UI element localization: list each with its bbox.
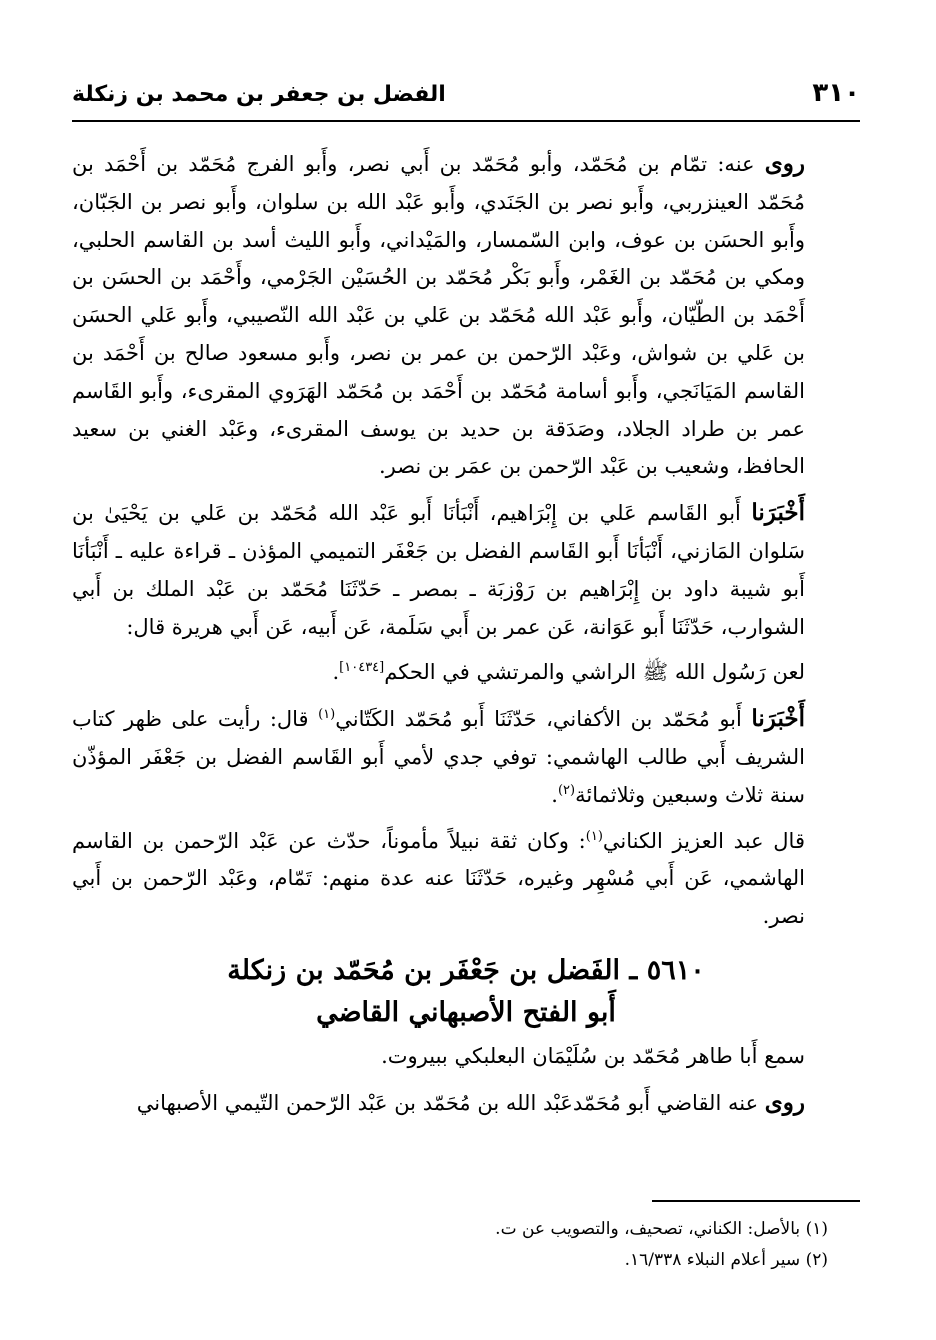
entry-heading: ٥٦١٠ ـ الفَضل بن جَعْفَر بن مُحَمّد بن زنكلة [227, 954, 705, 986]
paragraph-text: قال عبد العزيز الكناني [602, 828, 805, 853]
footnote-text: بالأصل: الكناني، تصحيف، والتصويب عن ت. [495, 1219, 801, 1239]
footnote-marker: (١) [318, 707, 336, 723]
paragraph-kinani [72, 823, 860, 936]
hadith-text: لعن رَسُول الله ﷺ الراشي والمرتشي في الحكم [384, 660, 805, 685]
footnote-number: (١) [805, 1219, 828, 1239]
entry-subheading: أَبو الفتح الأصبهاني القاضي [316, 996, 616, 1028]
paragraph-text: عنه القاضي أَبو مُحَمّدعَبْد الله بن مُحَمّد بن عَبْد الرّحمن التّيمي الأصبهاني [136, 1090, 765, 1115]
paragraph-text: قال: رأيت على ظهر كتاب الشريف أَبي طالب الهاشمي: توفي جدي لأمي أَبو القَاسم الفضل بن جَعْفَر المؤذّن سنة ثلاث وسبعين وثلاثمائة [72, 707, 805, 807]
footnote-number: (٢) [805, 1250, 828, 1270]
footnote-item [72, 1245, 860, 1276]
paragraph-hadith-text [72, 654, 860, 692]
footnotes [72, 1214, 860, 1276]
page-number: ٣١٠ [812, 78, 860, 108]
keyword-akhbarana: أَخْبَرَنا [751, 499, 805, 527]
paragraph-heard: سمع أَبا طاهر مُحَمّد بن سُلَيْمَان البعلبكي ببيروت. [381, 1043, 805, 1068]
main-text [72, 145, 860, 1131]
keyword-rawa: روى [764, 1088, 805, 1116]
paragraph-end: . [551, 782, 558, 807]
footnote-marker: (١) [585, 828, 603, 844]
paragraph-text: : وكان ثقة نبيلاً مأموناً، حدّث عن عَبْد الرّحمن بن القاسم الهاشمي، عَن أَبي مُسْهِر وغيره، حَدّثَنَا عنه عدة منهم: تَمّام، وعَبْد الرّحمن بن أَبي نصر. [72, 828, 805, 929]
paragraph-text: أَبو القَاسم عَلي بن إِبْرَاهيم، أَنْبَأنَا أَبو عَبْد الله مُحَمّد بن عَلي بن يَحْيَىٰ بن سَلوان المَازني، أَنْبَأنَا أَبو القَاسم الفضل بن جَعْفَر التميمي المؤذن ـ قراءة عليه ـ أَنْبَأنَا أَبو شيبة داود بن إِبْرَاهيم بن رَوْزبَة ـ بمصر ـ حَدّثَنَا مُحَمّد بن عَبْد الملك بن أَبي الشوارب، حَدّثَنَا أَبو عَوَانة، عَن عمر بن أَبي سَلَمة، عَن أَبيه، عَن أَبي هريرة قال: [72, 501, 805, 639]
hadith-end: . [332, 660, 340, 685]
header-divider [72, 120, 860, 122]
footnote-text: سير أعلام النبلاء ١٦/٣٣٨. [624, 1250, 801, 1270]
footnote-divider [652, 1200, 860, 1202]
page-header [72, 78, 860, 114]
paragraph-hadith-chain [72, 494, 860, 646]
hadith-reference-number: [١٠٤٣٤] [339, 660, 385, 676]
keyword-rawa: روى [764, 150, 805, 177]
paragraph-text: أَبو مُحَمّد بن الأكفاني، حَدّثَنَا أَبو مُحَمّد الكَتّاني [335, 707, 752, 732]
paragraph-narrated [72, 1084, 860, 1123]
footnote-item [72, 1214, 860, 1245]
paragraph-narrators [72, 145, 860, 486]
footnote-marker: (٢) [557, 782, 576, 798]
running-title: الفضل بن جعفر بن محمد بن زنكلة [72, 82, 446, 107]
paragraph-death-report [72, 700, 860, 814]
keyword-akhbarana: أَخْبَرَنا [751, 705, 805, 733]
paragraph-text: عنه: تمّام بن مُحَمّد، وأبو مُحَمّد بن أَبي نصر، وأَبو الفرج مُحَمّد بن أَحْمَد بن مُحَمّد العينزربي، وأَبو نصر بن الجَنَدي، وأَبو عَبْد الله بن سلوان، وأَبو نصر بن الجَبّان، وأَبو الحسَن بن عوف، وابن السّمسار، والمَيْداني، وأَبو الليث أسد بن القاسم الحلبي، ومكي بن مُحَمّد بن الغَمْر، وأَبو بَكْر مُحَمّد بن الحُسَيْن الجَرْمي، وأَحْمَد بن الحسَن بن أَحْمَد بن الطّيّان، وأَبو عَبْد الله مُحَمّد بن عَلي بن عَبْد الله النّصيبي، وأَبو عَلي الحسَن بن عَلي بن شواش، وعَبْد الرّحمن بن عمر بن نصر، وأَبو مسعود صالح بن أَحْمَد بن القاسم المَيَانَجي، وأَبو أسامة مُحَمّد بن أَحْمَد بن مُحَمّد الهَرَوي المقرىء، وأَبو القَاسم عمر بن طراد الجلاد، وصَدَقة بن حديد بن يوسف المقرىء، وعَبْد الغني بن سعيد الحافظ، وشعيب بن عَبْد الرّحمن بن عمَر بن نصر. [72, 152, 805, 479]
